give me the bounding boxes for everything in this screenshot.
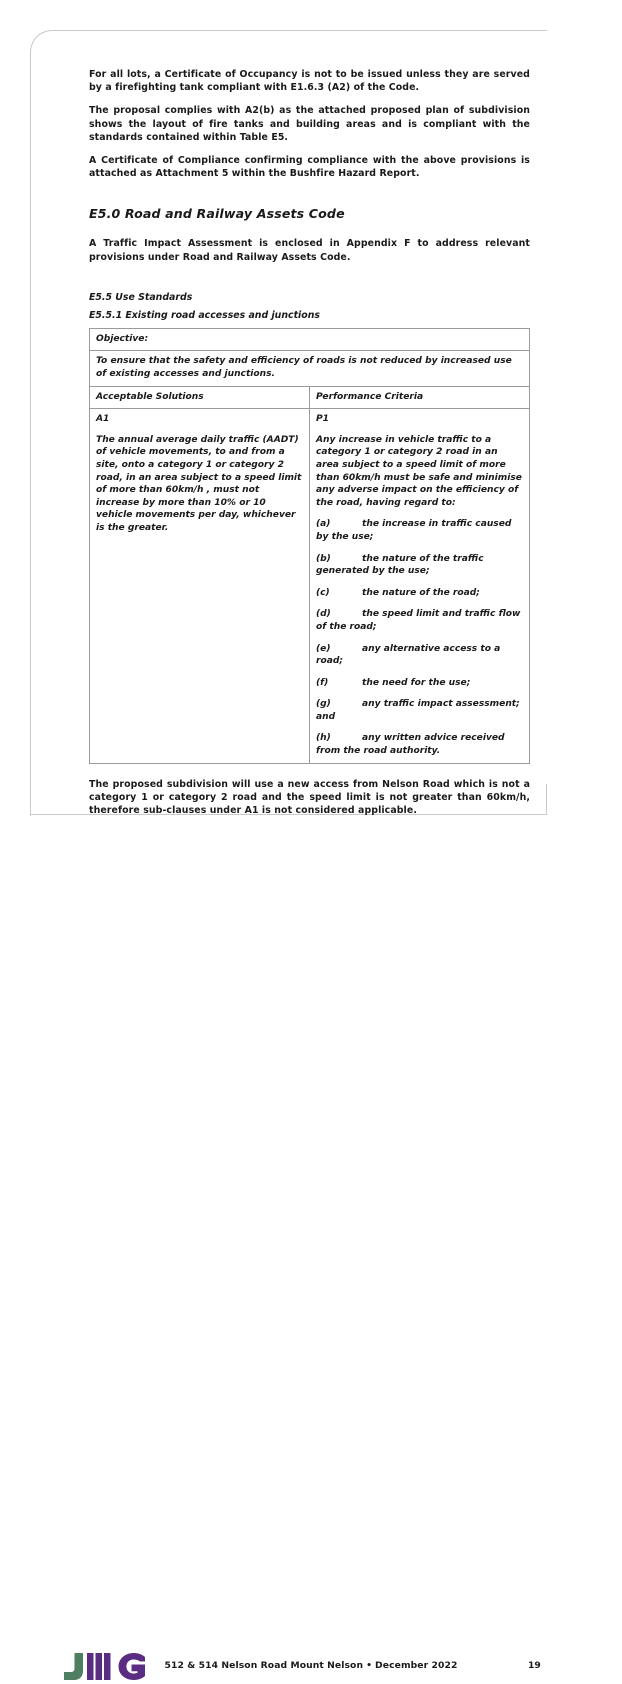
paragraph-proposal-complies: The proposal complies with A2(b) as the attached proposed plan of subdivision shows the layout of fire tanks and building areas and is compliant with the standards contained within Table E5. xyxy=(89,105,530,143)
footer-date: December 2022 xyxy=(375,1660,458,1671)
section-heading-e5: E5.0 Road and Railway Assets Code xyxy=(89,206,345,222)
item-letter-g: (g) xyxy=(316,699,331,710)
page-footer xyxy=(0,826,622,1671)
performance-criteria-item-b xyxy=(316,553,523,578)
performance-criteria-item-d xyxy=(316,608,523,633)
table-row-objective-text xyxy=(90,351,530,386)
objective-label-cell: Objective: xyxy=(90,328,530,351)
item-text-c: the nature of the road; xyxy=(362,587,480,598)
performance-criteria-item-e xyxy=(316,643,523,668)
column-header-acceptable-solutions: Acceptable Solutions xyxy=(90,386,310,409)
footer-project-title: 512 & 514 Nelson Road Mount Nelson xyxy=(164,1660,364,1671)
column-header-performance-criteria: Performance Criteria xyxy=(310,386,530,409)
item-letter-e: (e) xyxy=(316,643,331,654)
performance-criteria-cell xyxy=(310,409,530,763)
item-letter-d: (d) xyxy=(316,609,331,620)
item-letter-c: (c) xyxy=(316,587,330,598)
item-letter-a: (a) xyxy=(316,519,331,530)
sub-heading-existing-road-accesses: E5.5.1 Existing road accesses and junctions xyxy=(89,309,320,321)
paragraph-proposed-subdivision: The proposed subdivision will use a new access from Nelson Road which is not a category 1 or category 2 road and the speed limit is not greater than 60km/h, therefore sub-clauses under A1 is not considered applicable. xyxy=(89,778,530,817)
performance-criteria-item-c xyxy=(316,587,523,600)
performance-criteria-item-a xyxy=(316,518,523,543)
sub-heading-use-standards: E5.5 Use Standards xyxy=(89,291,193,303)
performance-criteria-label: P1 xyxy=(316,414,329,425)
document-content xyxy=(89,68,530,827)
paragraph-firefighting-tank: For all lots, a Certificate of Occupancy is not to be issued unless they are served by a firefighting tank compliant with E1.6.3 (A2) of the Code. xyxy=(89,69,530,94)
acceptable-solution-text: The annual average daily traffic (AADT) of vehicle movements, to and from a site, onto a category 1 or category 2 road, in an area subject to a speed limit of more than 60km/h , must not increase by more than 10% or 10 vehicle movements per day, whichever is the greater. xyxy=(96,434,302,533)
item-text-f: the need for the use; xyxy=(362,677,471,688)
standards-table xyxy=(89,328,530,764)
footer-separator: • xyxy=(366,1660,373,1671)
table-row-criteria-body xyxy=(90,409,530,763)
item-text-e: any alternative access to a road; xyxy=(316,643,501,667)
item-text-b: the nature of the traffic generated by the use; xyxy=(316,553,484,577)
item-text-h: any written advice received from the road authority. xyxy=(316,733,505,757)
item-text-a: the increase in traffic caused by the use; xyxy=(316,519,512,542)
acceptable-solution-cell xyxy=(90,409,310,763)
objective-text-cell: To ensure that the safety and efficiency of roads is not reduced by increased use of existing accesses and junctions. xyxy=(90,351,530,386)
performance-criteria-item-f xyxy=(316,677,523,690)
item-letter-f: (f) xyxy=(316,677,329,688)
item-letter-h: (h) xyxy=(316,733,331,744)
paragraph-traffic-impact-assessment: A Traffic Impact Assessment is enclosed in Appendix F to address relevant provisions under Road and Railway Assets Code. xyxy=(89,238,530,263)
performance-criteria-text: Any increase in vehicle traffic to a category 1 or category 2 road in an area subject to a speed limit of more than 60km/h must be safe and minimise any adverse impact on the efficiency of the road, having regard to: xyxy=(316,434,522,508)
item-letter-b: (b) xyxy=(316,553,331,564)
table-row-column-headers xyxy=(90,386,530,409)
acceptable-solution-label: A1 xyxy=(96,414,110,425)
table-row-objective-label xyxy=(90,328,530,351)
page-frame-right-stub xyxy=(546,784,547,815)
paragraph-certificate-compliance: A Certificate of Compliance confirming compliance with the above provisions is attached as Attachment 5 within the Bushfire Hazard Report. xyxy=(89,155,530,180)
performance-criteria-item-g xyxy=(316,698,523,723)
page-number: 19 xyxy=(528,1660,541,1671)
item-text-g: any traffic impact assessment; and xyxy=(316,699,520,722)
performance-criteria-item-h xyxy=(316,732,523,757)
item-text-d: the speed limit and traffic flow of the road; xyxy=(316,609,521,632)
